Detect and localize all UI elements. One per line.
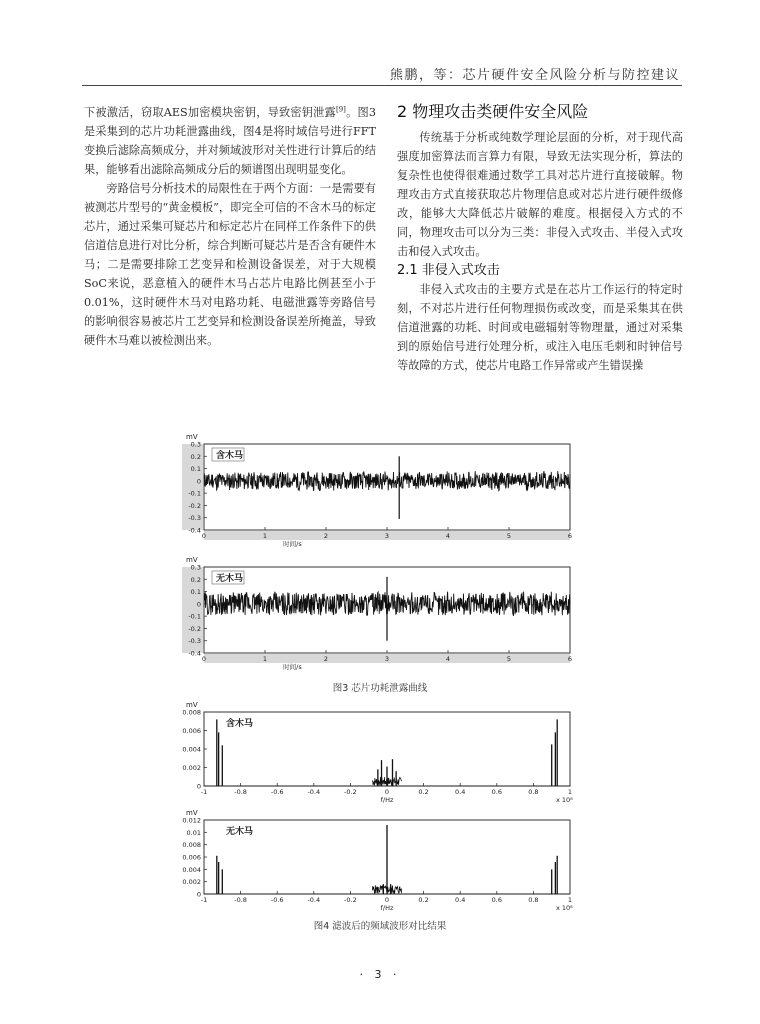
y-tick-label: 0.006	[182, 853, 201, 862]
x-tick-label: 1	[262, 655, 268, 663]
y-tick-label: 0.004	[182, 865, 201, 874]
y-tick-label: 0.3	[190, 563, 201, 572]
citation-ref[interactable]: [9]	[335, 105, 346, 114]
x-axis-label: f/Hz	[380, 904, 394, 912]
right-column	[397, 100, 683, 375]
x-tick-label: 0	[384, 896, 390, 904]
y-tick-label: -0.3	[188, 514, 201, 523]
running-header: 熊鹏，等：芯片硬件安全风险分析与防控建议	[389, 68, 680, 83]
y-unit-label: mV	[186, 701, 198, 709]
x-axis-label: 时间/s	[283, 663, 302, 671]
plot-frame	[204, 444, 570, 530]
y-tick-label: 0	[196, 477, 201, 486]
figure3-chart-with-trojan	[182, 430, 578, 554]
x-tick-label: -0.8	[234, 788, 247, 796]
x-tick-label: -0.2	[344, 896, 357, 904]
x-tick-label: 0	[384, 788, 390, 796]
x-tick-label: 1	[567, 896, 573, 904]
x-tick-label: 0.8	[528, 788, 539, 796]
x-tick-label: 0	[201, 655, 207, 663]
y-tick-label: 0.01	[186, 828, 201, 837]
x-tick-label: -0.2	[344, 788, 357, 796]
y-tick-label: 0.008	[182, 708, 201, 717]
x-tick-label: 2	[323, 532, 329, 540]
x-tick-label: 0.4	[455, 896, 466, 904]
x-tick-label: 0	[201, 532, 207, 540]
left-p1-text: 下被激活，窃取AES加密模块密钥，导致密钥泄露	[84, 106, 336, 119]
figure4-chart-with-trojan	[182, 698, 578, 806]
y-tick-label: 0.002	[182, 878, 201, 887]
y-tick-label: -0.2	[188, 624, 201, 633]
left-column	[84, 103, 376, 350]
x-axis-label: 时间/s	[283, 540, 302, 548]
series-title: 含木马	[226, 719, 254, 729]
y-tick-label: -0.4	[188, 526, 201, 535]
y-tick-label: 0.012	[182, 816, 201, 825]
y-unit-label: mV	[186, 433, 198, 441]
series-title: 无木马	[216, 574, 244, 584]
y-tick-label: -0.2	[188, 501, 201, 510]
y-tick-label: 0.008	[182, 841, 201, 850]
figure4-caption: 图4 滤波后的频域波形对比结果	[313, 921, 447, 932]
y-tick-label: 0.2	[190, 575, 201, 584]
figure4-chart-without-trojan	[182, 806, 578, 914]
y-unit-label: mV	[186, 556, 198, 564]
x-tick-label: 0.2	[418, 788, 429, 796]
y-unit-label: mV	[186, 809, 198, 817]
x-tick-label: -1	[200, 788, 208, 796]
y-tick-label: -0.1	[188, 612, 201, 621]
series-title: 含木马	[216, 451, 244, 461]
right-paragraph-1: 传统基于分析或纯数学理论层面的分析，对于现代高强度加密算法而言算力有限，导致无法实现分析，算法的复杂性也使得很难通过数学工具对芯片进行直接破解。物理攻击方式直接获取芯片物理信息或对芯片进行硬件级修改，能够大大降低芯片破解的难度。根据侵入方式的不同，物理攻击可以分为三类：非侵入式攻击、半侵入式攻击和侵入式攻击。	[397, 131, 683, 258]
x-tick-label: 4	[445, 532, 451, 540]
x-tick-label: 1	[567, 788, 573, 796]
y-tick-label: 0.004	[182, 745, 201, 754]
x-tick-label: 0.4	[455, 788, 466, 796]
x-multiplier: x 10⁸	[556, 796, 573, 804]
x-tick-label: 6	[567, 532, 573, 540]
x-tick-label: 3	[384, 532, 390, 540]
x-tick-label: 3	[384, 655, 390, 663]
x-tick-label: 0.6	[491, 788, 502, 796]
section-heading: 2 物理攻击类硬件安全风险	[397, 102, 589, 121]
x-axis-label: f/Hz	[380, 796, 394, 804]
x-tick-label: 0.6	[491, 896, 502, 904]
x-tick-label: 6	[567, 655, 573, 663]
figure3-chart-without-trojan	[182, 553, 578, 677]
y-tick-label: 0.006	[182, 727, 201, 735]
x-tick-label: -0.6	[270, 788, 284, 796]
x-tick-label: -0.6	[270, 896, 284, 904]
x-tick-label: 2	[323, 655, 329, 663]
figure3-caption: 图3 芯片功耗泄露曲线	[332, 683, 428, 694]
left-p1-rest: 。图3是采集到的芯片功耗泄露曲线，图4是将时域信号进行FFT变换后滤除高频成分，并对频域波形对关性进行计算后的结果，能够看出滤除高频成分后的频谱图出现明显变化。	[84, 106, 376, 176]
y-tick-label: 0	[196, 890, 201, 899]
x-tick-label: 4	[445, 655, 451, 663]
right-paragraph-2: 非侵入式攻击的主要方式是在芯片工作运行的特定时刻，不对芯片进行任何物理损伤或改变，而是采集其在供信道泄露的功耗、时间或电磁辐射等物理量，通过对采集到的原始信号进行处理分析，或注入电压毛刺和时钟信号等故障的方式，使芯片电路工作异常或产生错误操	[397, 283, 683, 372]
left-paragraph-1	[84, 103, 376, 179]
y-tick-label: 0.3	[190, 440, 201, 449]
x-tick-label: -1	[200, 896, 208, 904]
y-tick-label: 0	[196, 600, 201, 609]
subsection-heading: 2.1 非侵入式攻击	[397, 263, 500, 278]
x-tick-label: -0.8	[234, 896, 247, 904]
y-tick-label: 0	[196, 782, 201, 791]
x-multiplier: x 10⁸	[556, 904, 573, 912]
y-tick-label: 0.1	[190, 465, 201, 474]
y-tick-label: -0.3	[188, 637, 201, 646]
x-tick-label: 0.2	[418, 896, 429, 904]
x-tick-label: 0.8	[528, 896, 539, 904]
header-rule	[82, 85, 682, 86]
x-tick-label: 1	[262, 532, 268, 540]
x-tick-label: 5	[506, 532, 512, 540]
page-number: · 3 ·	[359, 968, 401, 981]
series-title: 无木马	[226, 827, 254, 837]
x-tick-label: 5	[506, 655, 512, 663]
y-tick-label: 0.1	[190, 588, 201, 597]
x-tick-label: -0.4	[307, 788, 321, 796]
y-tick-label: 0.2	[190, 452, 201, 461]
x-tick-label: -0.4	[307, 896, 321, 904]
y-tick-label: 0.002	[182, 764, 201, 772]
y-tick-label: -0.4	[188, 649, 201, 658]
y-tick-label: -0.1	[188, 489, 201, 498]
left-paragraph-2: 旁路信号分析技术的局限性在于两个方面：一是需要有被测芯片型号的“黄金模板”，即完全可信的不含木马的标定芯片，通过采集可疑芯片和标定芯片在同样工作条件下的供信道信息进行对比分析，综合判断可疑芯片是否含有硬件木马；二是需要排除工艺变异和检测设备误差，对于大规模SoC来说，恶意植入的硬件木马占芯片电路比例甚至小于0.01%，这时硬件木马对电路功耗、电磁泄露等旁路信号的影响很容易被芯片工艺变异和检测设备误差所掩盖，导致硬件木马难以被检测出来。	[84, 182, 376, 347]
